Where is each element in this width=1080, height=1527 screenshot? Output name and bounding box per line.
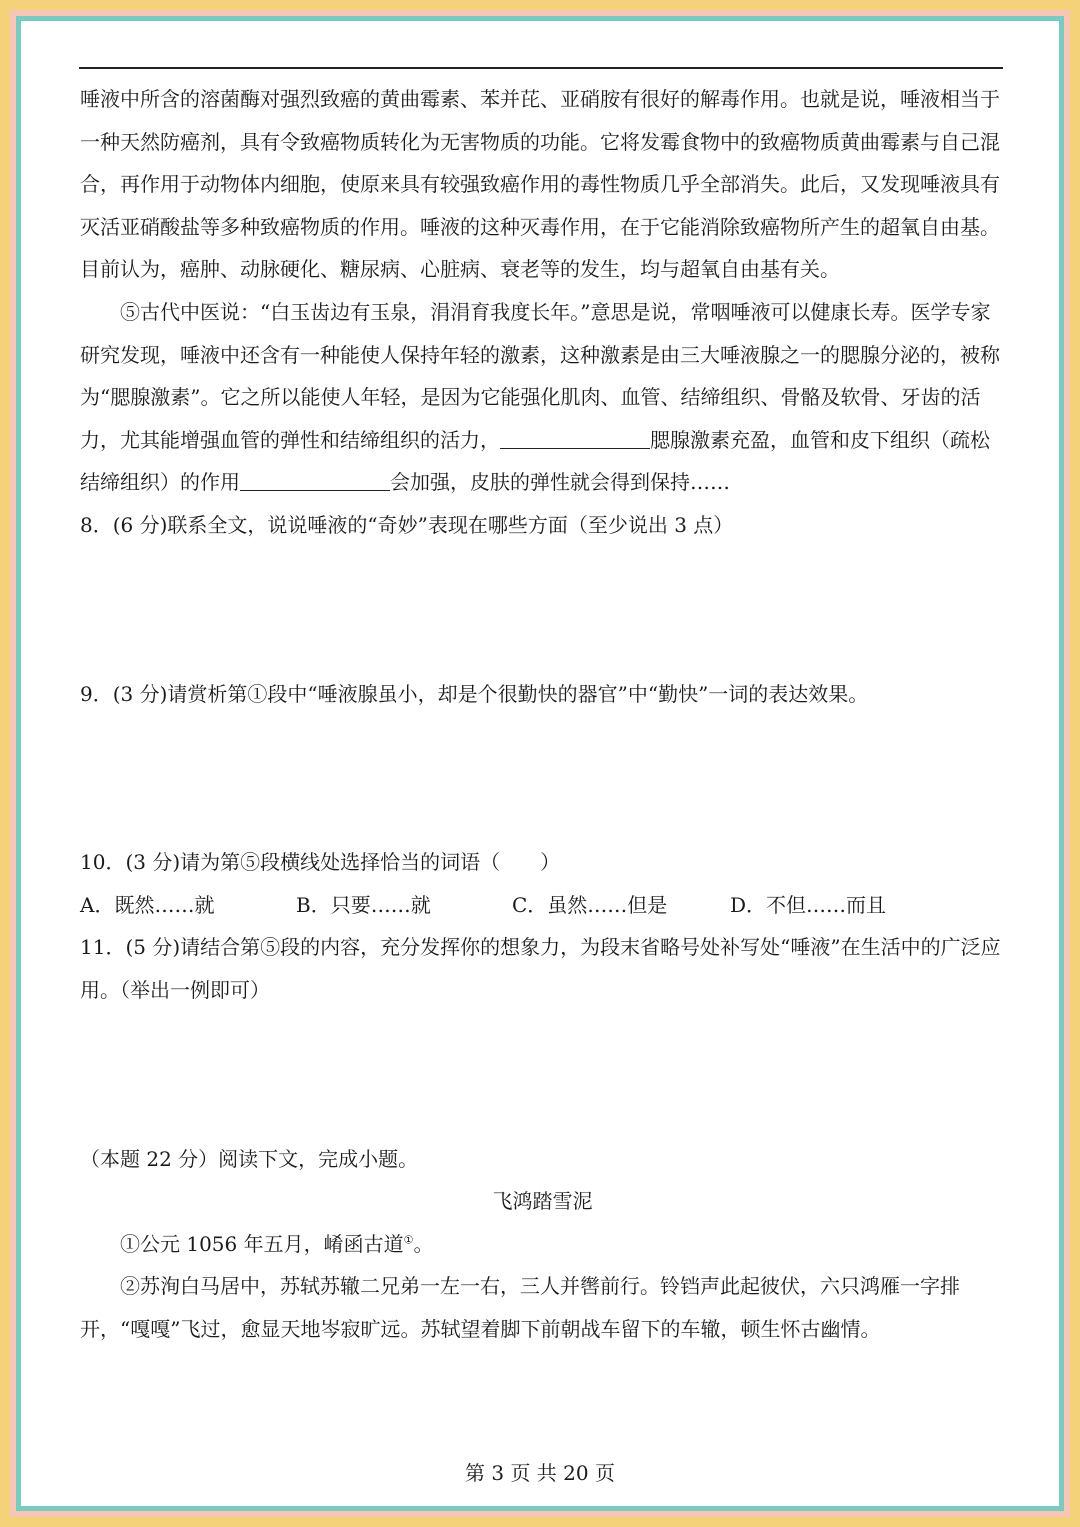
answer-space-9[interactable] (80, 715, 1005, 841)
paragraph-5-text-3: 会加强，皮肤的弹性就会得到保持…… (390, 470, 730, 495)
passage-b-paragraph-2: ②苏洵白马居中，苏轼苏辙二兄弟一左一右，三人并辔前行。铃铛声此起彼伏，六只鸿雁一字排开，“嘎嘎”飞过，愈显天地岑寂旷远。苏轼望着脚下前朝战车留下的车辙，顿生怀古幽情。 (80, 1274, 960, 1341)
option-d: D．不但……而且 (730, 892, 887, 917)
footnote-marker: ① (403, 1233, 414, 1247)
option-c: C．虽然……但是 (512, 892, 668, 917)
question-10: 10．(3 分)请为第⑤段横线处选择恰当的词语（ ） (80, 850, 561, 875)
question-9: 9．(3 分)请赏析第①段中“唾液腺虽小，却是个很勤快的器官”中“勤快”一词的表达效果。 (80, 681, 869, 706)
paragraph-5-text-1: ⑤古代中医说：“白玉齿边有玉泉，涓涓育我度长年。”意思是说，常咽唾液可以健康长寿。医学专家研究发现，唾液中还含有一种能使人保持年轻的激素，这种激素是由三大唾液腺之一的腮腺分泌的，被称为“腮腺激素”。它之所以能使人年轻，是因为它能强化肌肉、血管、结缔组织、骨骼及软骨、牙齿的活力，尤其能增强血管的弹性和结缔组织的活力， (80, 299, 1000, 452)
option-a: A．既然……就 (80, 892, 215, 917)
paragraph-4-continued: 唾液中所含的溶菌酶对强烈致癌的黄曲霉素、苯并芘、亚硝胺有很好的解毒作用。也就是说，唾液相当于一种天然防癌剂，具有令致癌物质转化为无害物质的功能。它将发霉食物中的致癌物质黄曲霉素与自己混合，再作用于动物体内细胞，使原来具有较强致癌作用的毒性物质几乎全部消失。此后，又发现唾液具有灭活亚硝酸盐等多种致癌物质的作用。唾液的这种灭毒作用，在于它能消除致癌物所产生的超氧自由基。目前认为，癌肿、动脉硬化、糖尿病、心脏病、衰老等的发生，均与超氧自由基有关。 (80, 87, 1000, 282)
page-number: 第 3 页 共 20 页 (465, 1461, 615, 1485)
question-8: 8．(6 分)联系全文，说说唾液的“奇妙”表现在哪些方面（至少说出 3 点） (80, 512, 734, 537)
passage-b-paragraph-1-text: ①公元 1056 年五月，崤函古道 (120, 1231, 404, 1256)
answer-space-11[interactable] (80, 1012, 1005, 1138)
answer-space-8[interactable] (80, 547, 1005, 673)
header-rule (79, 67, 1003, 69)
paragraph-5 (80, 291, 1005, 504)
answer-blank-2[interactable] (240, 470, 390, 491)
question-10-options (80, 884, 1005, 927)
section-intro: （本题 22 分）阅读下文，完成小题。 (80, 1146, 419, 1171)
page-content (80, 78, 1005, 1350)
paragraph-5-text-2: 腮腺激素充盈，血管和皮下组织（疏松结缔组织）的作用 (80, 427, 990, 495)
document-page (30, 26, 1050, 1501)
question-11: 11．(5 分)请结合第⑤段的内容，充分发挥你的想象力，为段末省略号处补写处“唾液”在生活中的广泛应用。（举出一例即可） (80, 935, 1001, 1002)
option-b: B．只要……就 (296, 892, 431, 917)
passage-b-paragraph-1 (80, 1223, 1005, 1266)
answer-blank-1[interactable] (500, 428, 650, 449)
passage-title: 飞鸿踏雪泥 (492, 1189, 593, 1214)
passage-b-paragraph-1-end: 。 (413, 1231, 434, 1256)
